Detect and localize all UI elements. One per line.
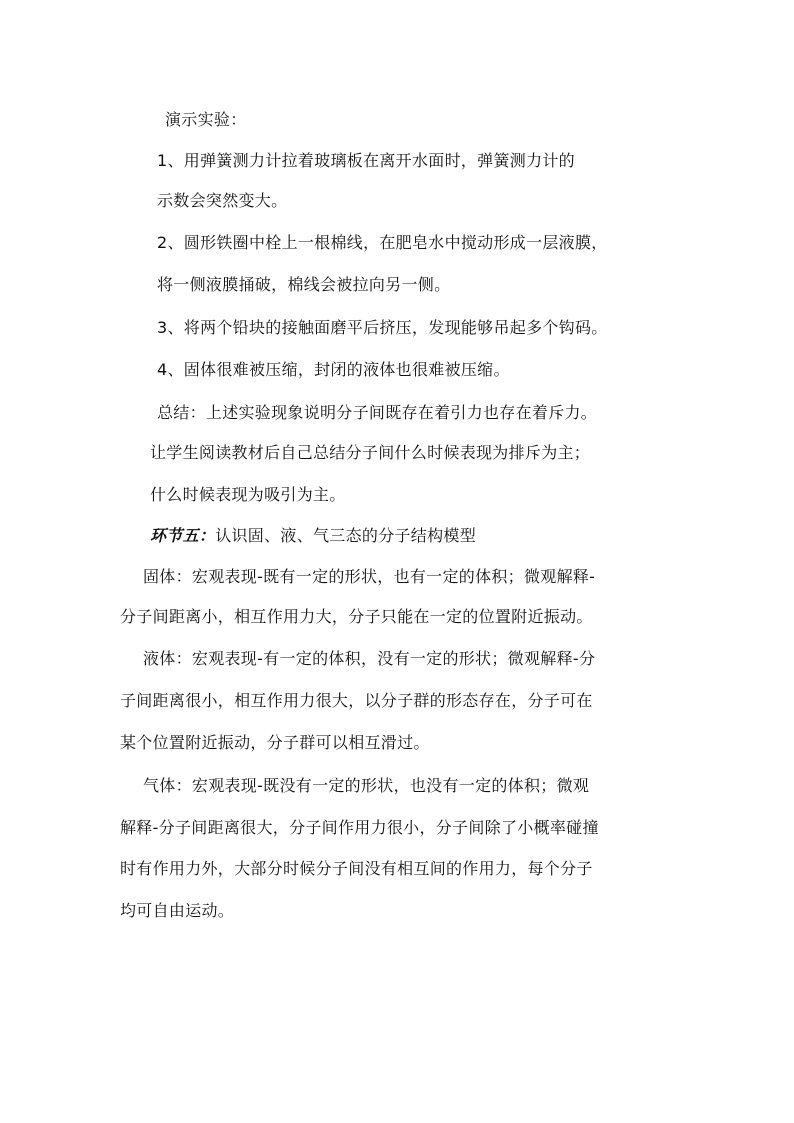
gas-line-2: 解释-分子间距离很大，分子间作用力很小，分子间除了小概率碰撞	[120, 818, 599, 837]
experiment-1-line-2: 示数会突然变大。	[157, 191, 288, 210]
section-5-heading	[150, 526, 476, 546]
section-5-label: 环节五：	[150, 526, 216, 545]
demo-heading: 演示实验：	[165, 110, 247, 129]
gas-line-1: 气体：宏观表现-既没有一定的形状，也没有一定的体积；微观	[143, 776, 590, 795]
experiment-2-line-1: 2、圆形铁圈中栓上一根棉线，在肥皂水中搅动形成一层液膜，	[157, 233, 608, 252]
experiment-3: 3、将两个铅块的接触面磨平后挤压，发现能够吊起多个钩码。	[157, 318, 608, 337]
liquid-line-2: 子间距离很小，相互作用力很大，以分子群的形态存在，分子可在	[120, 691, 593, 710]
gas-line-4: 均可自由运动。	[120, 901, 235, 920]
solid-line-2: 分子间距离小，相互作用力大，分子只能在一定的位置附近振动。	[120, 607, 593, 626]
experiment-4: 4、固体很难被压缩，封闭的液体也很难被压缩。	[157, 360, 510, 379]
summary-line-1: 总结：上述实验现象说明分子间既存在着引力也存在着斥力。	[157, 403, 598, 422]
experiment-1-line-1: 1、用弹簧测力计拉着玻璃板在离开水面时，弹簧测力计的	[157, 151, 575, 170]
summary-line-2: 让学生阅读教材后自己总结分子间什么时候表现为排斥为主；	[150, 443, 591, 462]
solid-line-1: 固体：宏观表现-既有一定的形状，也有一定的体积；微观解释-	[143, 567, 596, 586]
summary-line-3: 什么时候表现为吸引为主。	[150, 485, 346, 504]
liquid-line-3: 某个位置附近振动，分子群可以相互滑过。	[120, 733, 430, 752]
experiment-2-line-2: 将一侧液膜捅破，棉线会被拉向另一侧。	[157, 275, 451, 294]
section-5-title: 认识固、液、气三态的分子结构模型	[215, 526, 477, 545]
liquid-line-1: 液体：宏观表现-有一定的体积，没有一定的形状；微观解释-分	[143, 649, 596, 668]
gas-line-3: 时有作用力外，大部分时候分子间没有相互间的作用力，每个分子	[120, 859, 593, 878]
